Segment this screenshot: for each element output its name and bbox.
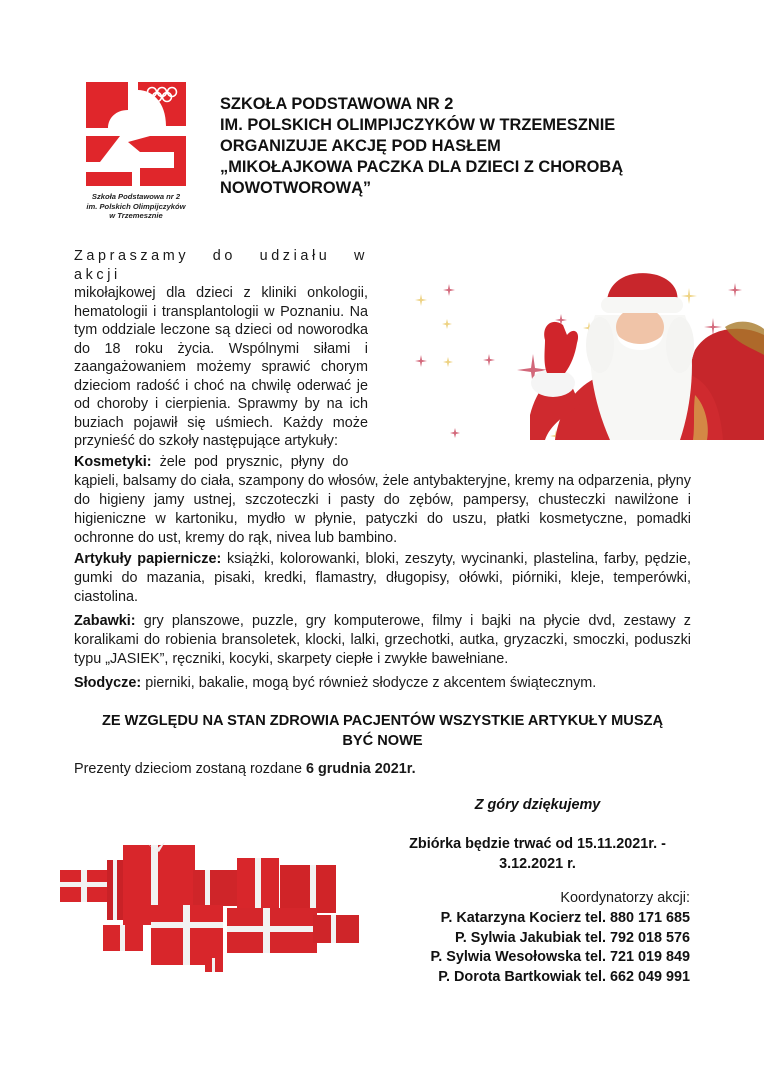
gift-box bbox=[60, 870, 108, 902]
title-line: SZKOŁA PODSTAWOWA NR 2 bbox=[220, 95, 454, 113]
category-text: kąpieli, balsamy do ciała, szampony do włosów, żele antybakteryjne, kremy na odparzenia, płyny do higieny jamy ustnej, szczoteczki i pasty do zębów, pampersy, chusteczki nawilżone i higieniczne w kartoniku, mydło w płynie, patyczki do uszu, płatki kosmetyczne, pomadki ochronne do ust, kremy do rąk, nivea lub bambino. bbox=[74, 473, 691, 546]
page-title bbox=[220, 94, 680, 199]
coordinators-label: Koordynatorzy akcji: bbox=[560, 890, 690, 906]
warning-line: ZE WZGLĘDU NA STAN ZDROWIA PACJENTÓW WSZYSTKIE ARTYKUŁY MUSZĄ bbox=[101, 713, 664, 729]
logo-caption-line: im. Polskich Olimpijczyków bbox=[86, 201, 186, 211]
gift-box bbox=[227, 908, 317, 953]
title-line: „MIKOŁAJKOWA PACZKA DLA DZIECI Z CHOROBĄ bbox=[220, 158, 624, 176]
intro-first-line: Zapraszamy do udziału w akcji bbox=[74, 248, 368, 283]
category-papiernicze bbox=[74, 550, 691, 607]
warning-line: BYĆ NOWE bbox=[342, 732, 423, 749]
gift-box bbox=[205, 958, 223, 972]
category-text: żele pod prysznic, płyny do bbox=[159, 454, 349, 470]
coordinator-item: P. Sylwia Jakubiak tel. 792 018 576 bbox=[455, 929, 690, 946]
gift-box bbox=[103, 925, 143, 951]
category-text: książki, kolorowanki, bloki, zeszyty, wycinanki, plastelina, farby, pędzie, gumki do mazania, pisaki, kredki, flamastry, długopisy, ołówki, piórniki, kleje, temperówki, ciastolina. bbox=[74, 551, 691, 605]
intro-paragraph bbox=[74, 247, 368, 451]
gift-box bbox=[193, 870, 238, 906]
category-zabawki bbox=[74, 612, 691, 669]
title-line: IM. POLSKICH OLIMPIJCZYKÓW W TRZEMESZNIE bbox=[220, 116, 616, 134]
category-slodycze bbox=[74, 674, 691, 693]
gift-boxes-image bbox=[55, 830, 365, 975]
santa-mitten bbox=[544, 322, 578, 373]
gift-date-text: Prezenty dzieciom zostaną rozdane bbox=[74, 761, 302, 777]
logo-quadrant-top-left bbox=[86, 82, 128, 128]
title-line: ORGANIZUJE AKCJĘ POD HASŁEM bbox=[220, 137, 501, 155]
logo-quadrant-bottom-left bbox=[86, 136, 120, 162]
coordinator-item: P. Katarzyna Kocierz tel. 880 171 685 bbox=[440, 909, 690, 926]
school-logo-mark bbox=[80, 80, 192, 188]
category-label: Kosmetyki: bbox=[74, 454, 152, 470]
collection-period-line: Zbiórka będzie trwać od 15.11.2021r. - bbox=[409, 836, 666, 852]
intro-text: mikołajkowej dla dzieci z kliniki onkologii, hematologii i transplantologii w Poznaniu. Na tym oddziale leczone są dzieci od noworodka do 18 roku życia. Wspólnymi siłami i zaangażowaniem możemy sprawić chorym dzieciom radość i choć na chwilę oderwać je od choroby i cierpienia. Sprawmy by na ich buziach pojawił się uśmiech. Każdy może przynieść do szkoły następujące artykuły: bbox=[74, 285, 368, 449]
logo-quadrant-bottom-right bbox=[128, 136, 186, 186]
gift-date: 6 grudnia 2021r. bbox=[305, 761, 416, 777]
logo-caption-line: w Trzemesznie bbox=[109, 211, 163, 220]
gift-date-line bbox=[74, 761, 416, 777]
category-label: Artykuły papiernicze: bbox=[74, 551, 222, 567]
logo-caption-line: Szkoła Podstawowa nr 2 bbox=[91, 192, 181, 201]
title-line: NOWOTWOROWĄ” bbox=[220, 179, 372, 197]
category-text: gry planszowe, puzzle, gry komputerowe, filmy i bajki na płycie dvd, zestawy z koralikami do robienia bransoletek, klocki, lalki, grzechotki, autka, gryzaczki, smoczki, poduszki typu „JASIEK”, ręczniki, kocyki, skarpety ciepłe i zwykłe bawełniane. bbox=[74, 613, 692, 667]
logo-quadrant-bottom-strip bbox=[86, 172, 132, 186]
coordinator-item: P. Dorota Bartkowiak tel. 662 049 991 bbox=[438, 969, 690, 986]
category-text: pierniki, bakalie, mogą być również słodycze z akcentem świątecznym. bbox=[145, 675, 597, 691]
new-items-warning bbox=[74, 712, 691, 751]
category-label: Zabawki: bbox=[74, 613, 136, 629]
logo-quadrant-top-right bbox=[138, 82, 186, 126]
santa-claus-image bbox=[395, 255, 764, 440]
gift-box bbox=[151, 905, 223, 965]
category-kosmetyki bbox=[74, 453, 691, 548]
coordinator-item: P. Sylwia Wesołowska tel. 721 019 849 bbox=[430, 949, 690, 966]
thanks-text: Z góry dziękujemy bbox=[474, 797, 601, 813]
category-label: Słodycze: bbox=[74, 675, 142, 691]
logo-caption bbox=[80, 192, 192, 221]
collection-period bbox=[385, 835, 690, 874]
coordinators bbox=[390, 889, 690, 988]
gift-box bbox=[280, 865, 336, 913]
gift-box bbox=[237, 858, 279, 916]
collection-period-line: 3.12.2021 r. bbox=[499, 855, 576, 872]
school-logo bbox=[80, 80, 192, 230]
gift-box bbox=[313, 915, 359, 943]
